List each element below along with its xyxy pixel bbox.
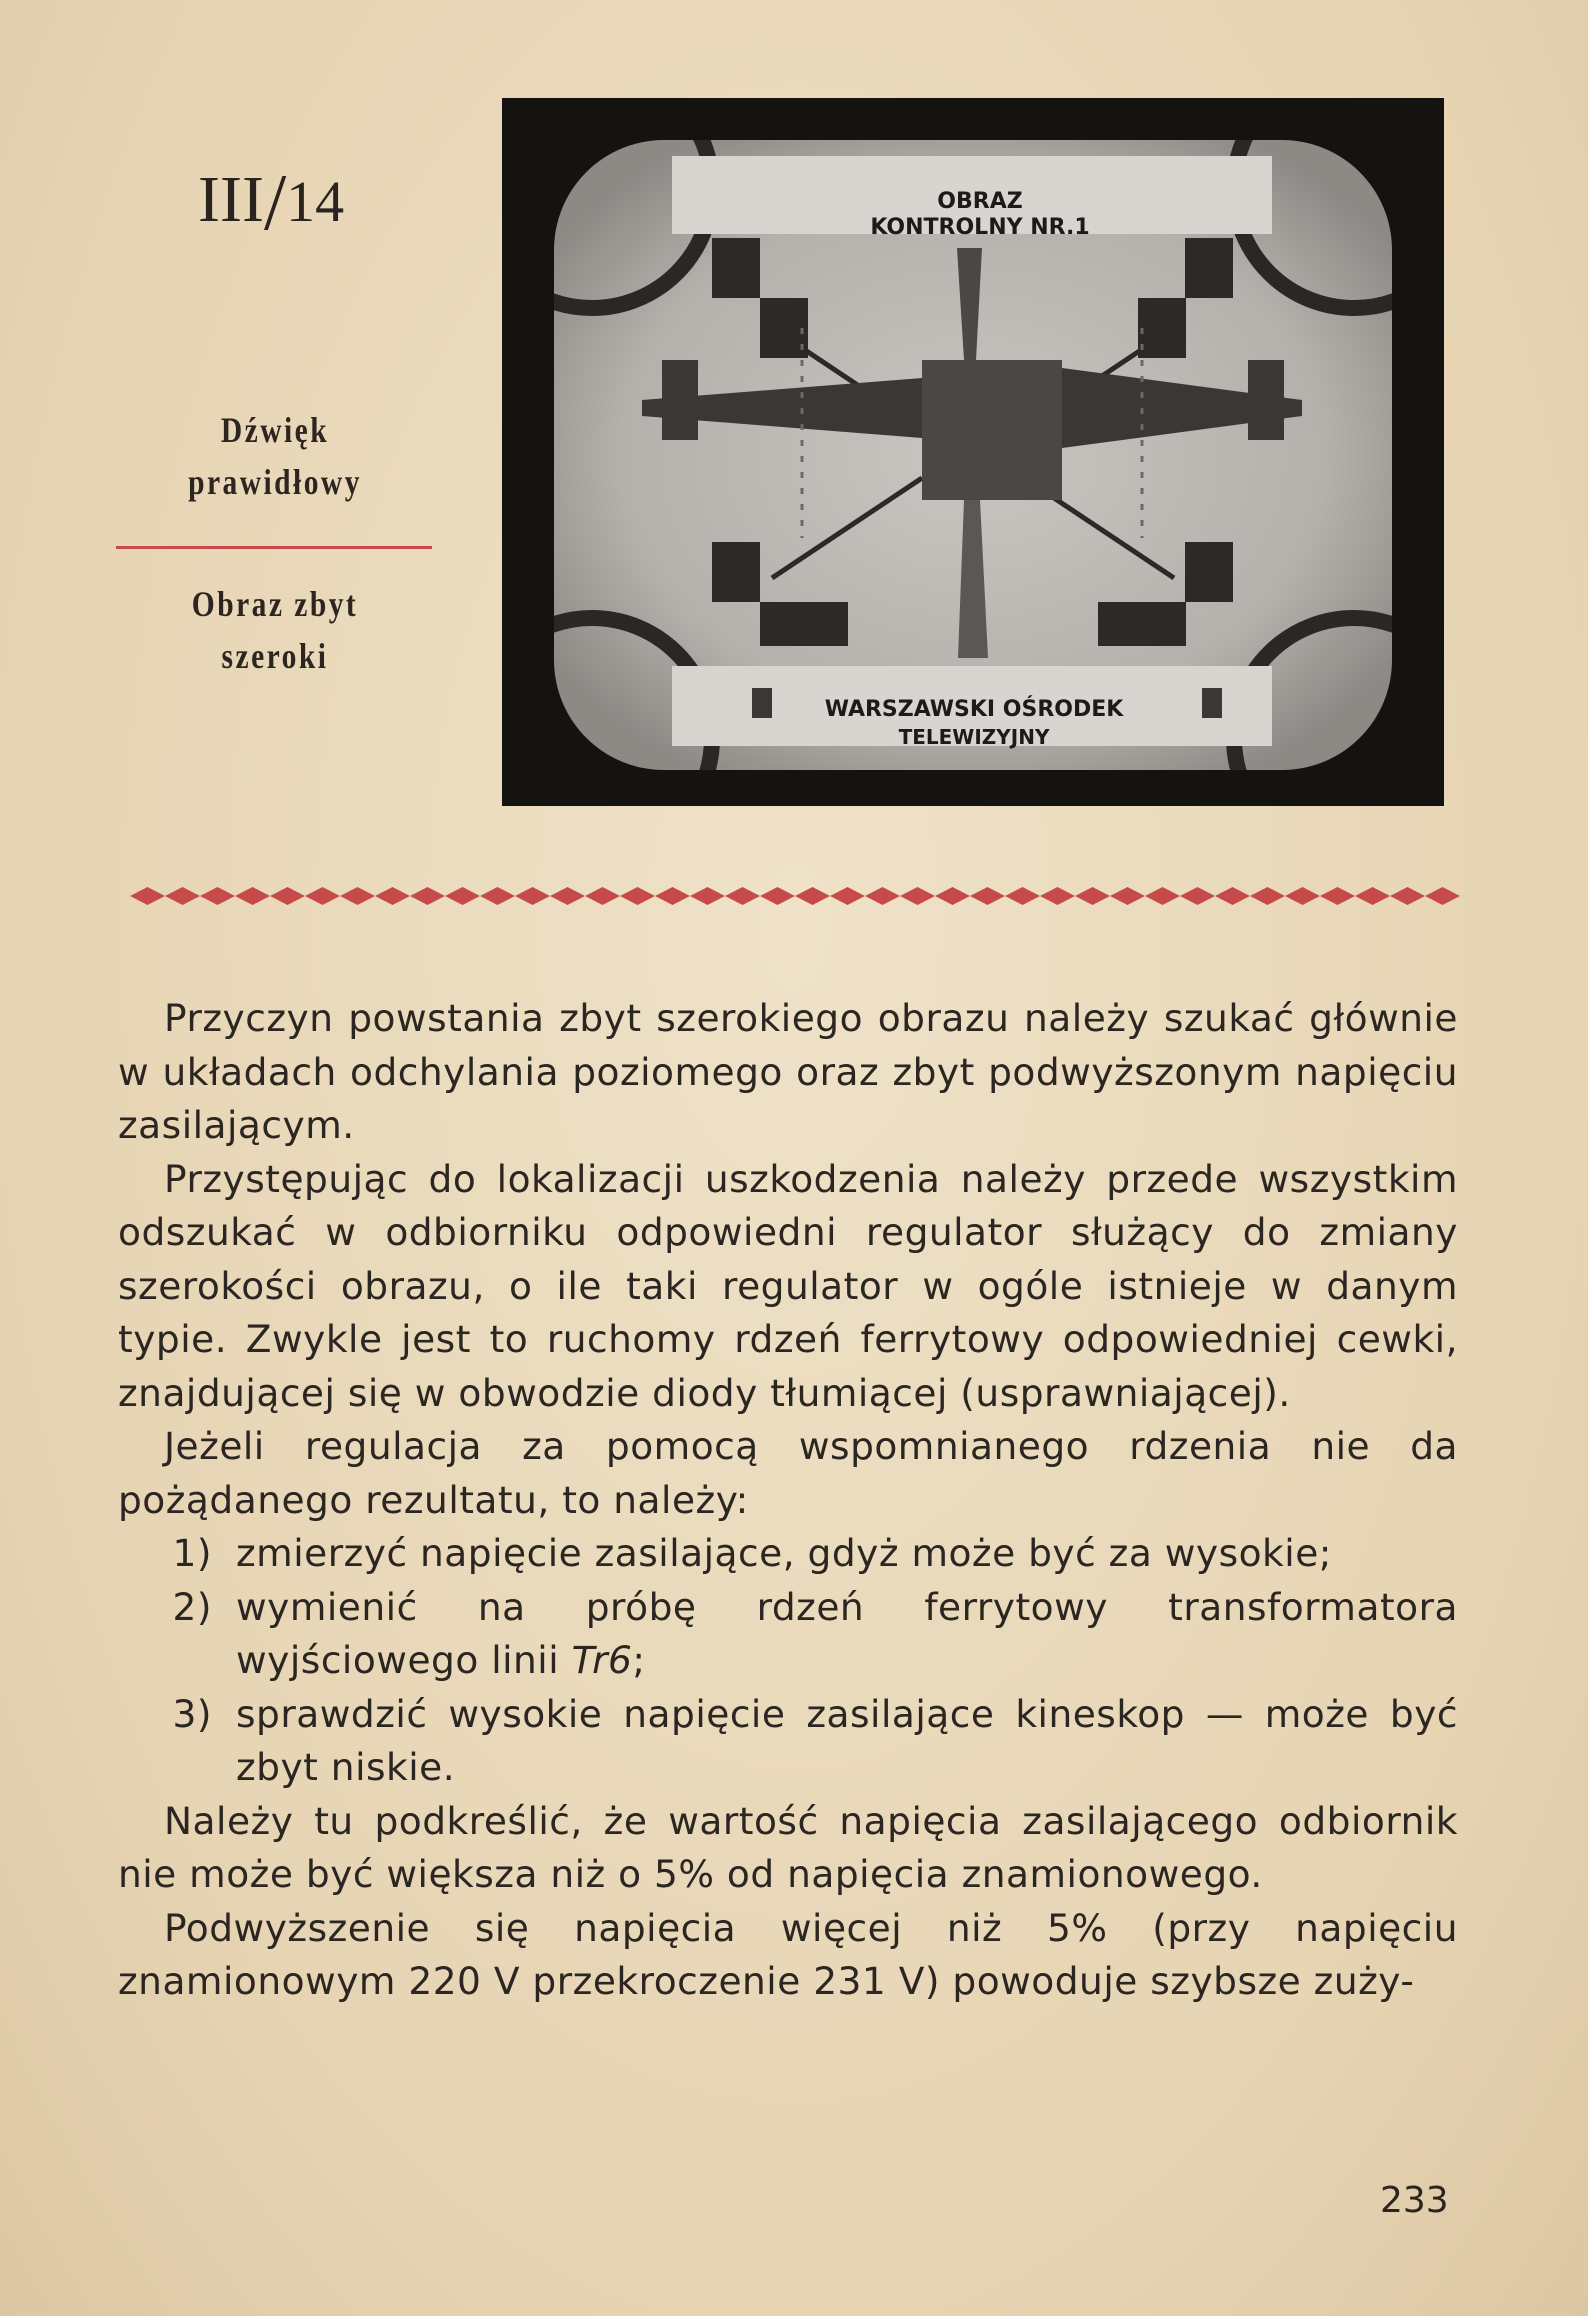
list-text-italic: Tr6 <box>571 1638 633 1682</box>
test-pattern-photo <box>502 98 1444 806</box>
pattern-bottom-text-2: TELEWIZYJNY <box>898 725 1050 749</box>
ornament-diamond <box>795 887 830 905</box>
chapter-subnumber: 14 <box>286 169 345 234</box>
ornament-diamond <box>725 887 760 905</box>
ornament-diamond <box>375 887 410 905</box>
chapter-prefix: III <box>198 163 264 236</box>
ornament-diamond <box>690 887 725 905</box>
ornament-diamond <box>515 887 550 905</box>
ornament-diamond <box>620 887 655 905</box>
ornament-diamond <box>1040 887 1075 905</box>
picture-status-label <box>140 578 411 682</box>
ornament-diamond <box>550 887 585 905</box>
side-divider <box>116 546 432 549</box>
sound-label-line2: prawidłowy <box>188 462 362 502</box>
ornament-diamond <box>340 887 375 905</box>
ornament-diamond <box>1215 887 1250 905</box>
chapter-slash: / <box>263 159 287 247</box>
ornament-diamond <box>270 887 305 905</box>
sound-label-line1: Dźwięk <box>220 410 330 450</box>
ornament-diamond <box>1145 887 1180 905</box>
pattern-bottom-text-1: WARSZAWSKI OŚRODEK <box>824 697 1124 722</box>
list-item <box>118 1688 1458 1795</box>
ornament-diamond <box>830 887 865 905</box>
ornament-diamond <box>445 887 480 905</box>
list-number: 3) <box>172 1691 212 1736</box>
pattern-top-text-1: OBRAZ <box>937 189 1023 214</box>
paragraph-3: Jeżeli regulacja za pomocą wspomnianego rdzenia nie da pożądanego rezultatu, to należy: <box>118 1424 1458 1522</box>
sound-status-label <box>140 404 411 508</box>
diamond-ornament-divider <box>130 884 1460 908</box>
list-text <box>236 1581 1458 1688</box>
picture-label-line1: Obraz zbyt <box>191 584 359 624</box>
list-number: 1) <box>172 1531 212 1575</box>
pattern-top-text-2: KONTROLNY NR.1 <box>870 215 1090 240</box>
paragraph-5: Podwyższenie się napięcia więcej niż 5% (przy napięciu znamionowym 220 V przekroczenie 231 V) powoduje szybsze zuży- <box>118 1905 1458 2003</box>
list-number: 2) <box>172 1584 212 1629</box>
picture-label-line2: szeroki <box>221 636 329 676</box>
ornament-diamond <box>865 887 900 905</box>
ornament-diamond <box>1250 887 1285 905</box>
list-text-tail: ; <box>632 1638 646 1682</box>
ornament-diamond <box>1005 887 1040 905</box>
test-pattern-image <box>502 98 1444 806</box>
ornament-diamond <box>1110 887 1145 905</box>
paragraph-2: Przystępując do lokalizacji uszkodzenia należy przede wszystkim odszukać w odbiorniku odpowiedni regulator służący do zmiany szerokości obrazu, o ile taki regulator w ogóle istnieje w danym typie. Zwykle jest to ruchomy rdzeń ferrytowy odpowiedniej cewki, znajdującej się w obwodzie diody tłumiącej (usprawniającej). <box>118 1156 1458 1415</box>
ornament-diamond <box>410 887 445 905</box>
list-text: sprawdzić wysokie napięcie zasilające kineskop — może być zbyt niskie. <box>236 1691 1458 1789</box>
ornament-diamond <box>480 887 515 905</box>
list-text: zmierzyć napięcie zasilające, gdyż może być za wysokie; <box>236 1531 1332 1575</box>
ornament-diamond <box>970 887 1005 905</box>
ornament-diamond <box>1180 887 1215 905</box>
ornament-diamond <box>585 887 620 905</box>
ornament-diamond <box>1390 887 1425 905</box>
page-number: 233 <box>1380 2180 1449 2221</box>
ornament-diamond <box>235 887 270 905</box>
chapter-number <box>198 150 345 247</box>
ornament-diamond <box>1355 887 1390 905</box>
ornament-diamond <box>1320 887 1355 905</box>
ornament-diamond <box>1285 887 1320 905</box>
ornament-diamond <box>1075 887 1110 905</box>
ornament-diamond <box>130 887 165 905</box>
ornament-diamond <box>760 887 795 905</box>
list-item <box>118 1581 1458 1688</box>
ornament-diamond <box>305 887 340 905</box>
paragraph-1: Przyczyn powstania zbyt szerokiego obrazu należy szukać głównie w układach odchylania poziomego oraz zbyt podwyższonym napięciu zasilającym. <box>118 996 1458 1147</box>
ornament-diamond <box>1425 887 1460 905</box>
paragraph-4: Należy tu podkreślić, że wartość napięcia zasilającego odbiornik nie może być większa niż o 5% od napięcia znamionowego. <box>118 1798 1458 1896</box>
ornament-diamond <box>900 887 935 905</box>
list-text-main: wymienić na próbę rdzeń ferrytowy transformatora wyjściowego linii <box>236 1584 1458 1682</box>
body-text <box>118 992 1458 2009</box>
ornament-diamond <box>165 887 200 905</box>
list-item <box>118 1527 1458 1581</box>
ornament-diamond <box>655 887 690 905</box>
ornament-diamond <box>200 887 235 905</box>
ornament-diamond <box>935 887 970 905</box>
